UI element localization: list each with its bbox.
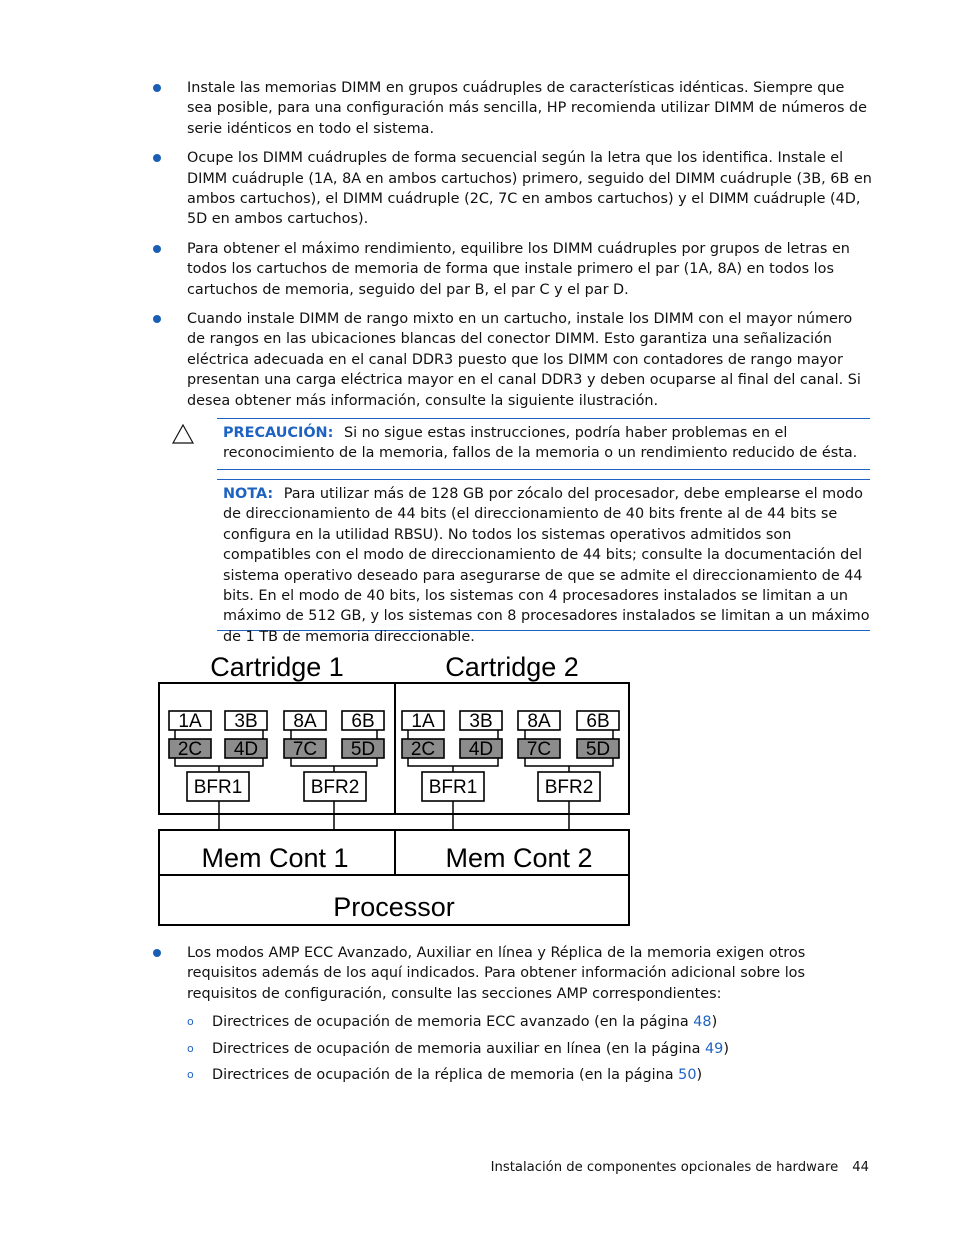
dimm-label: 4D	[233, 739, 259, 760]
dimm-label: 2C	[410, 739, 436, 760]
page-number: 44	[852, 1160, 869, 1175]
dimm-label: 2C	[177, 739, 203, 760]
list-item	[152, 148, 872, 230]
list-item	[152, 239, 872, 300]
bfr2-label: BFR2	[544, 777, 594, 798]
dimm-label: 8A	[527, 711, 551, 732]
cartridge-1-slots	[169, 711, 384, 760]
circle-bullet-icon: o	[187, 1068, 194, 1081]
requirements-list	[152, 78, 872, 420]
processor-label: Processor	[333, 892, 455, 922]
dimm-label: 8A	[293, 711, 317, 732]
cartridge-2-slots	[402, 711, 619, 760]
amp-sections-list	[187, 1012, 867, 1092]
sub-item-text: Directrices de ocupación de memoria auxiliar en línea (en la página	[212, 1040, 705, 1057]
sub-list-item	[187, 1039, 867, 1066]
page-link[interactable]: 50	[678, 1067, 697, 1083]
caution-label: PRECAUCIÓN:	[223, 425, 334, 441]
sub-item-close: )	[711, 1014, 718, 1030]
dimm-label: 4D	[468, 739, 494, 760]
sub-item-text: Directrices de ocupación de la réplica de memoria (en la página	[212, 1067, 679, 1083]
cartridge-2-title: Cartridge 2	[445, 652, 579, 682]
bullet-icon	[153, 315, 161, 323]
bullet-icon	[153, 154, 161, 162]
dimm-label: 6B	[351, 711, 375, 732]
list-item	[152, 943, 872, 1004]
page-link[interactable]: 48	[693, 1014, 712, 1030]
caution-box	[217, 418, 870, 470]
note-box	[217, 479, 870, 645]
list-item-text: Instale las memorias DIMM en grupos cuádruples de características idénticas. Siempre que sea posible, para una configuración más sencilla, HP recomienda utilizar DIMM de números de serie idénticos en todo el sistema.	[187, 80, 868, 137]
mem-cont-1-label: Mem Cont 1	[201, 843, 349, 873]
list-item-text: Para obtener el máximo rendimiento, equilibre los DIMM cuádruples por grupos de letras en todos los cartuchos de memoria de forma que instale primero el par (1A, 8A) en todos los cartuchos de memoria, seguido del par B, el par C y el par D.	[187, 240, 850, 298]
list-item	[152, 309, 872, 411]
dimm-label: 1A	[411, 711, 435, 732]
amp-requirements-list	[152, 943, 872, 1013]
circle-bullet-icon: o	[187, 1015, 194, 1028]
dimm-label: 6B	[586, 711, 610, 732]
dimm-label: 7C	[292, 739, 318, 760]
list-item	[152, 78, 872, 139]
note-label: NOTA:	[223, 486, 274, 502]
list-item-text: Ocupe los DIMM cuádruples de forma secuencial según la letra que los identifica. Instale el DIMM cuádruple (1A, 8A en ambos cartuchos) primero, seguido del DIMM cuádruple (3B, 6B en ambos cartuchos), el DIMM cuádruple (2C, 7C en ambos cartuchos) y el DIMM cuádruple (4D, 5D en ambos cartuchos).	[187, 150, 872, 228]
sub-list-item	[187, 1065, 867, 1092]
list-item-text: Cuando instale DIMM de rango mixto en un cartucho, instale los DIMM con el mayor número de rangos en las ubicaciones blancas del conector DIMM. Esto garantiza una señalización eléctrica adecuada en el canal DDR3 puesto que los DIMM con contadores de rango mayor presentan una carga eléctrica mayor en el canal DDR3 y deben ocuparse al final del canal. Si desea obtener más información, consulte la siguiente ilustración.	[187, 311, 861, 409]
footer-title: Instalación de componentes opcionales de hardware	[490, 1160, 839, 1175]
caution-triangle-icon	[172, 424, 194, 444]
dimm-label: 3B	[469, 711, 493, 732]
page-link[interactable]: 49	[705, 1040, 724, 1057]
circle-bullet-icon: o	[187, 1041, 194, 1055]
bullet-icon	[153, 949, 161, 957]
memory-cartridge-diagram	[157, 645, 633, 930]
caution-text: Si no sigue estas instrucciones, podría haber problemas en el reconocimiento de la memoria, fallos de la memoria o un rendimiento reducido de ésta.	[223, 425, 858, 462]
page-footer	[491, 1159, 869, 1177]
dimm-label: 5D	[585, 739, 611, 760]
sub-item-close: )	[723, 1040, 729, 1057]
bullet-icon	[153, 84, 161, 92]
dimm-label: 5D	[350, 739, 376, 760]
bfr2-label: BFR2	[310, 777, 360, 798]
mem-cont-2-label: Mem Cont 2	[445, 843, 593, 873]
sub-item-close: )	[696, 1067, 703, 1083]
dimm-label: 3B	[234, 711, 258, 732]
list-item-text: Los modos AMP ECC Avanzado, Auxiliar en línea y Réplica de la memoria exigen otros requisitos además de los aquí indicados. Para obtener información adicional sobre los requisitos de configuración, consulte las secciones AMP correspondientes:	[187, 945, 806, 1002]
note-text: Para utilizar más de 128 GB por zócalo del procesador, debe emplearse el modo de direccionamiento de 44 bits (el direccionamiento de 40 bits frente al de 44 bits se configura en la utilidad RBSU). No todos los sistemas operativos admitidos son compatibles con el modo de direccionamiento de 44 bits; consulte la documentación del sistema operativo deseado para asegurarse de que se admite el direccionamiento de 44 bits. En el modo de 40 bits, los sistemas con 4 procesadores instalados se limitan a un máximo de 512 GB, y los sistemas con 8 procesadores instalados se limitan a un máximo de 1 TB de memoria direccionable.	[223, 486, 870, 645]
dimm-label: 7C	[526, 739, 552, 760]
bfr1-label: BFR1	[193, 777, 243, 798]
bfr1-label: BFR1	[428, 777, 478, 798]
bullet-icon	[153, 245, 161, 253]
sub-list-item	[187, 1012, 867, 1039]
dimm-label: 1A	[178, 711, 202, 732]
cartridge-1-title: Cartridge 1	[210, 652, 344, 682]
sub-item-text: Directrices de ocupación de memoria ECC avanzado (en la página	[212, 1014, 694, 1030]
